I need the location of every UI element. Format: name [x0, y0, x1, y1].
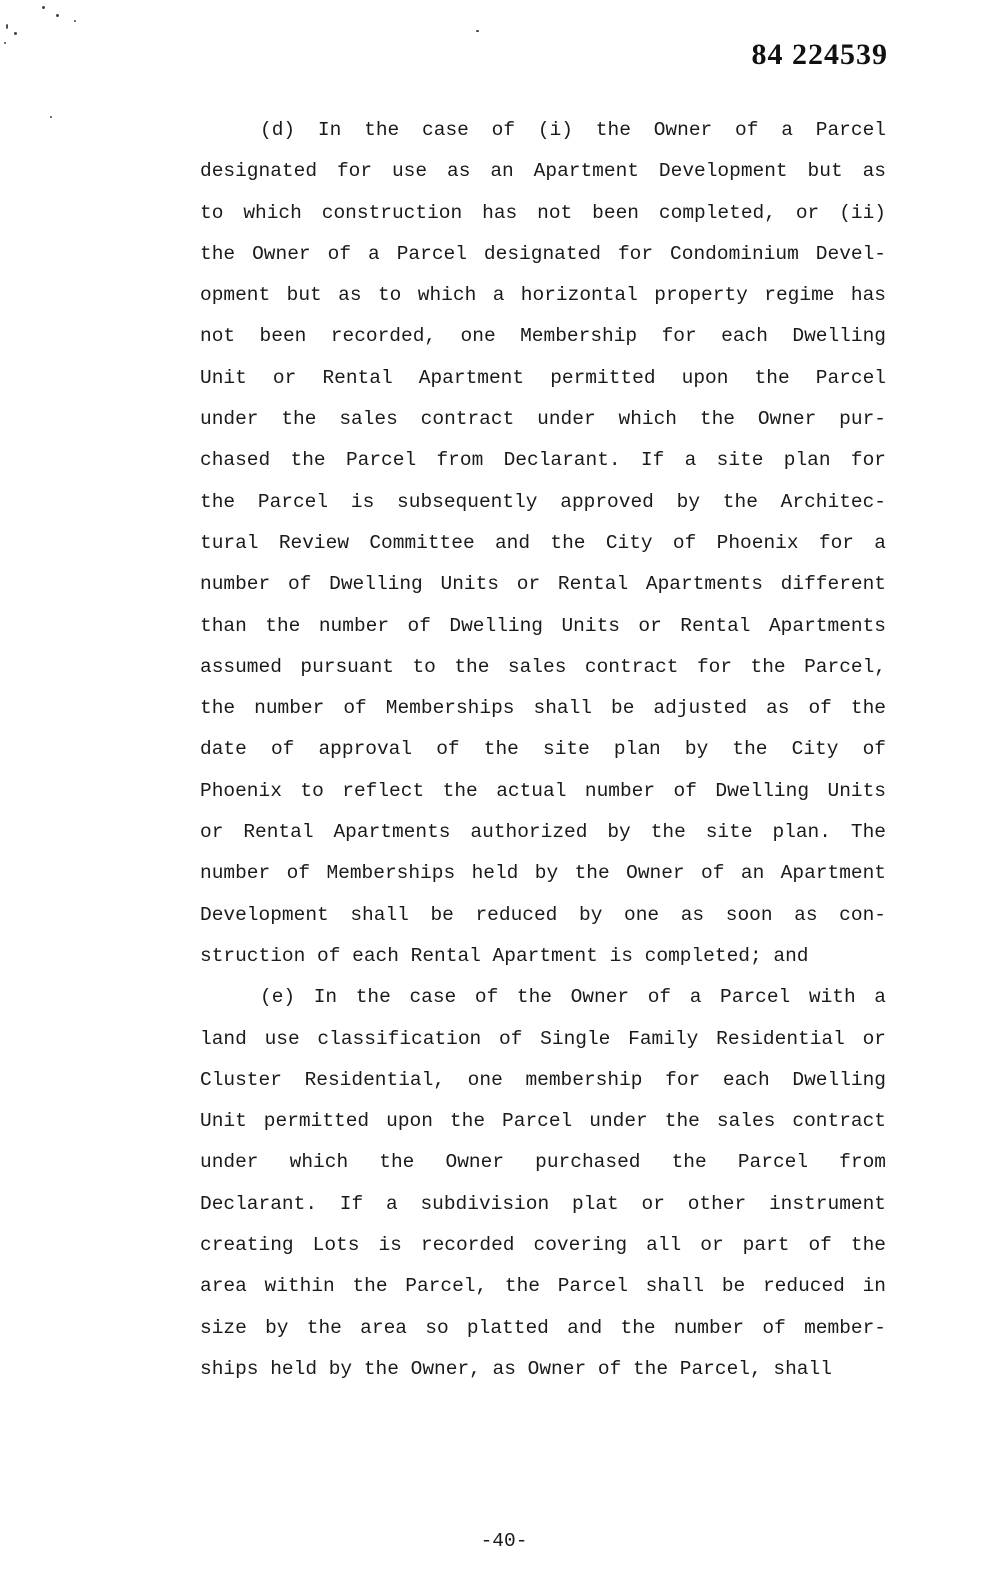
- text-line: Phoenix to reflect the actual number of Dwelling Units: [200, 779, 886, 802]
- text-line: Declarant. If a subdivision plat or other instrument: [200, 1192, 886, 1215]
- text-line: to which construction has not been completed, or (ii): [200, 201, 886, 224]
- text-line: not been recorded, one Membership for each Dwelling: [200, 325, 886, 348]
- document-number: 84 224539: [751, 38, 888, 71]
- text-line: struction of each Rental Apartment is completed; and: [200, 944, 809, 967]
- scan-speck: [14, 32, 17, 35]
- scan-speck: [42, 6, 45, 9]
- scan-speck: [476, 30, 479, 32]
- page-number: -40-: [480, 1530, 528, 1552]
- text-line: size by the area so platted and the number of member-: [200, 1316, 886, 1339]
- text-line: the Parcel is subsequently approved by the Architec-: [200, 490, 886, 513]
- text-line: opment but as to which a horizontal property regime has: [200, 284, 886, 307]
- text-line: Unit or Rental Apartment permitted upon the Parcel: [200, 366, 886, 389]
- text-line: the Owner of a Parcel designated for Condominium Devel-: [200, 242, 886, 265]
- text-line: under the sales contract under which the Owner pur-: [200, 408, 886, 431]
- text-line: the number of Memberships shall be adjusted as of the: [200, 697, 886, 720]
- text-line: area within the Parcel, the Parcel shall be reduced in: [200, 1275, 886, 1298]
- text-line: creating Lots is recorded covering all or part of the: [200, 1234, 886, 1257]
- text-line: ships held by the Owner, as Owner of the Parcel, shall: [200, 1357, 832, 1380]
- text-line: Cluster Residential, one membership for each Dwelling: [200, 1068, 886, 1091]
- text-line: land use classification of Single Family Residential or: [200, 1027, 886, 1050]
- scan-speck: [56, 14, 59, 17]
- text-line: number of Memberships held by the Owner of an Apartment: [200, 862, 886, 885]
- scan-speck: [74, 20, 76, 22]
- text-line: designated for use as an Apartment Development but as: [200, 160, 886, 183]
- text-line: Unit permitted upon the Parcel under the sales contract: [200, 1110, 886, 1133]
- text-line: (e) In the case of the Owner of a Parcel with a: [260, 986, 886, 1009]
- text-line: than the number of Dwelling Units or Rental Apartments: [200, 614, 886, 637]
- scan-speck: [50, 116, 52, 118]
- text-line: date of approval of the site plan by the City of: [200, 738, 886, 761]
- scan-speck: [6, 24, 8, 29]
- text-line: (d) In the case of (i) the Owner of a Parcel: [260, 119, 886, 141]
- text-line: chased the Parcel from Declarant. If a site plan for: [200, 449, 886, 472]
- body-text: [200, 110, 886, 1390]
- text-line: tural Review Committee and the City of Phoenix for a: [200, 531, 886, 554]
- text-line: or Rental Apartments authorized by the site plan. The: [200, 821, 886, 844]
- text-line: Development shall be reduced by one as soon as con-: [200, 903, 886, 926]
- text-line: assumed pursuant to the sales contract for the Parcel,: [200, 655, 886, 678]
- scan-speck: [4, 42, 6, 44]
- text-line: under which the Owner purchased the Parcel from: [200, 1151, 886, 1174]
- text-line: number of Dwelling Units or Rental Apartments different: [200, 573, 886, 596]
